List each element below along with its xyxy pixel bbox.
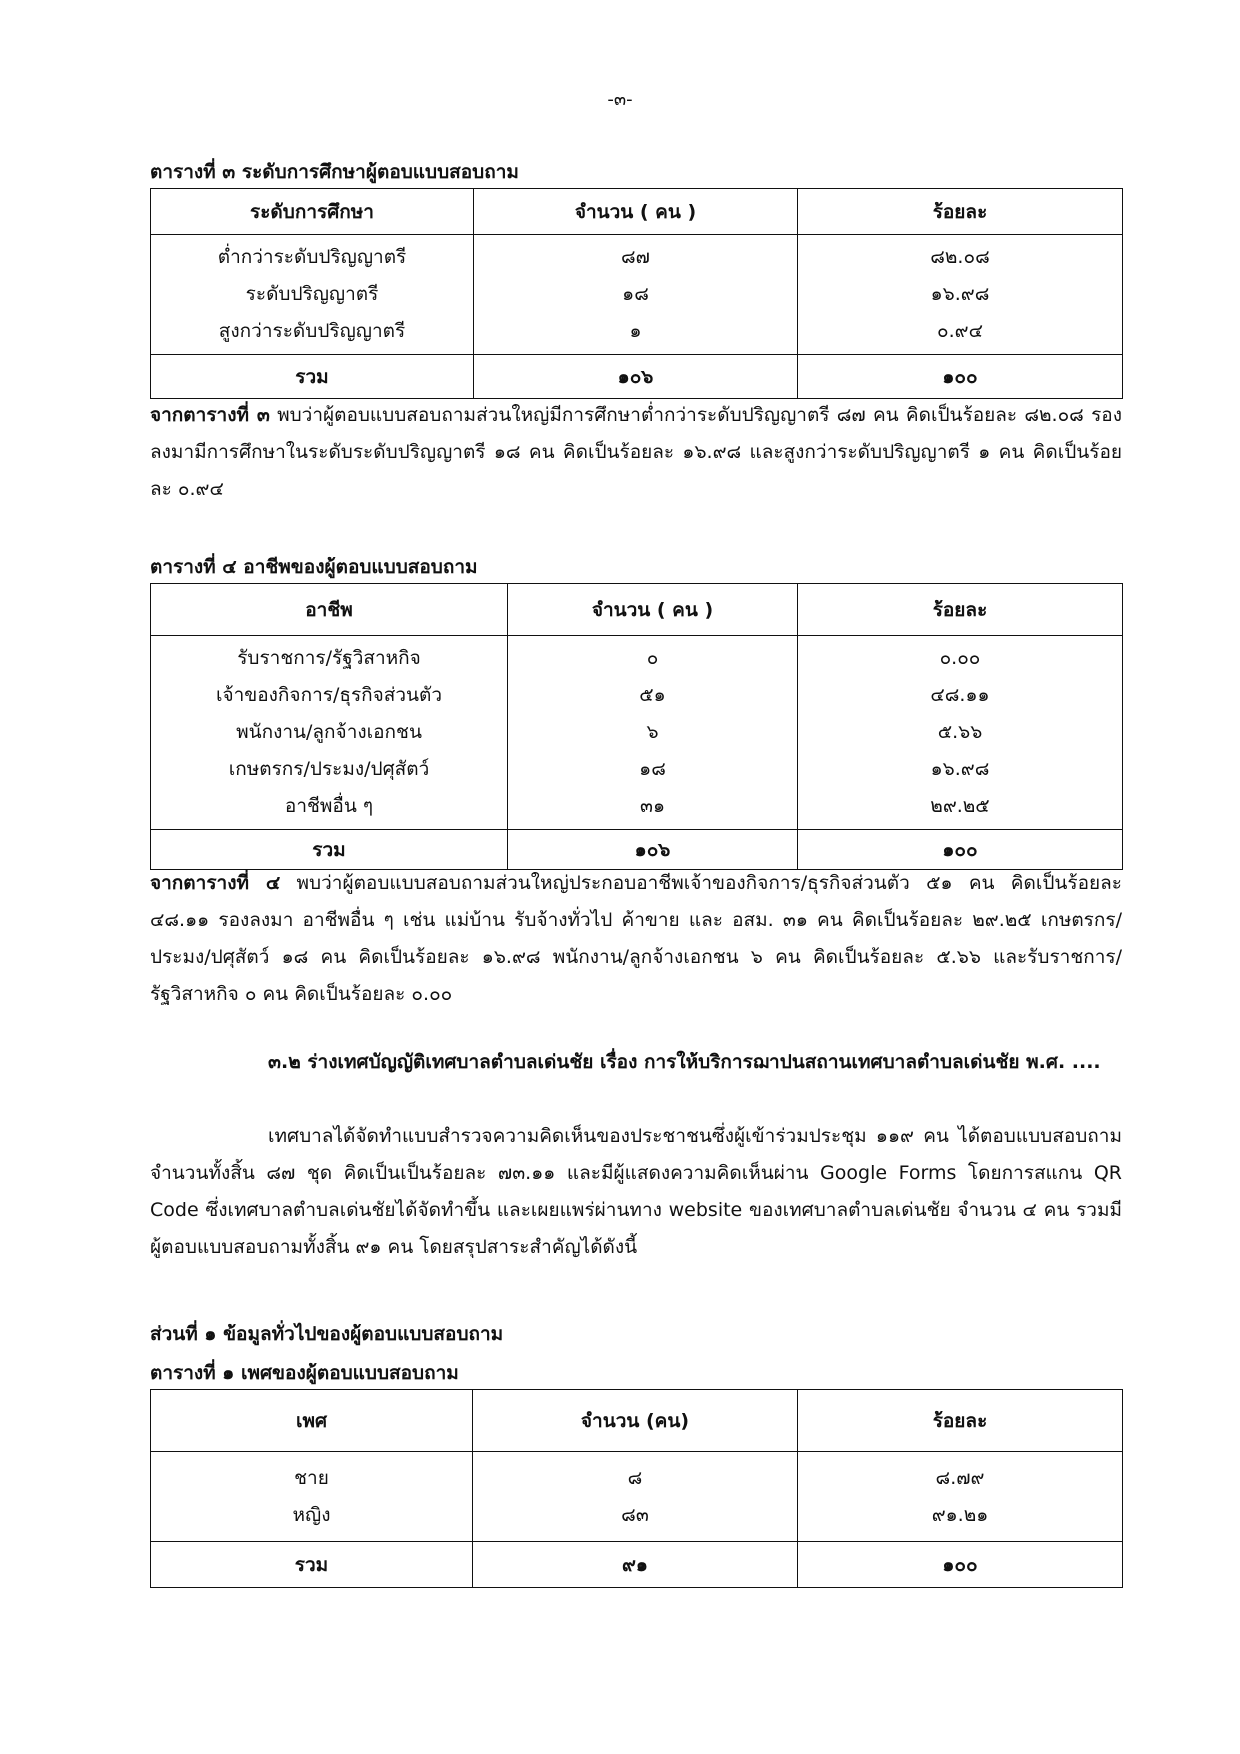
table-cell: เกษตรกร/ประมง/ปศุสัตว์ — [228, 758, 430, 780]
table-cell: ๐.๙๔ — [937, 320, 983, 342]
section-heading: ๓.๒ ร่างเทศบัญญัติเทศบาลตำบลเด่นชัย เรื่อง การให้บริการฌาปนสถานเทศบาลตำบลเด่นชัย พ.ศ. .... — [268, 1051, 1101, 1073]
total-percent: ๑๐๐ — [798, 830, 1123, 870]
section-body: เทศบาลได้จัดทำแบบสำรวจความคิดเห็นของประชาชนซึ่งผู้เข้าร่วมประชุม ๑๑๙ คน ได้ตอบแบบสอบถาม จำนวนทั้งสิ้น ๘๗ ชุด คิดเป็นเป็นร้อยละ ๗๓.๑๑ และมีผู้แสดงความคิดเห็นผ่าน Google Forms โดยการสแกน QR Code ซึ่งเทศบาลตำบลเด่นชัยได้จัดทำขึ้น และเผยแพร่ผ่านทาง website ของเทศบาลตำบลเด่นชัย จำนวน ๔ คน รวมมีผู้ตอบแบบสอบถามทั้งสิ้น ๙๑ คน โดยสรุปสาระสำคัญได้ดังนี้ — [150, 1125, 1122, 1258]
table-cell: ๕.๖๖ — [937, 721, 983, 743]
table-cell: ๑ — [629, 320, 642, 342]
education-level-cell — [151, 235, 474, 355]
table4-summary — [150, 865, 1122, 1013]
column-header: ร้อยละ — [798, 584, 1123, 636]
table-header-row — [151, 189, 1123, 235]
table-cell: ๘.๗๙ — [935, 1466, 985, 1489]
summary-lead: จากตารางที่ ๔ — [150, 872, 281, 894]
percent-cell — [798, 1452, 1123, 1542]
table1-caption: ตารางที่ ๑ เพศของผู้ตอบแบบสอบถาม — [150, 1362, 459, 1384]
summary-text: พบว่าผู้ตอบแบบสอบถามส่วนใหญ่มีการศึกษาต่ำกว่าระดับปริญญาตรี ๘๗ คน คิดเป็นร้อยละ ๘๒.๐๘ รองลงมามีการศึกษาในระดับระดับปริญญาตรี ๑๘ คน คิดเป็นร้อยละ ๑๖.๙๘ และสูงกว่าระดับปริญญาตรี ๑ คน คิดเป็นร้อยละ ๐.๙๔ — [150, 404, 1122, 500]
table3-caption: ตารางที่ ๓ ระดับการศึกษาผู้ตอบแบบสอบถาม — [150, 161, 519, 183]
table-cell: สูงกว่าระดับปริญญาตรี — [218, 320, 406, 342]
table-cell: ชาย — [294, 1466, 329, 1489]
total-label: รวม — [151, 830, 508, 870]
part1-heading: ส่วนที่ ๑ ข้อมูลทั่วไปของผู้ตอบแบบสอบถาม — [150, 1323, 504, 1345]
table-header-row — [151, 584, 1123, 636]
column-header: จำนวน (คน) — [473, 1390, 798, 1452]
table-cell: ๔๘.๑๑ — [930, 684, 990, 706]
table3-summary — [150, 397, 1122, 508]
table-cell: ๘๓ — [621, 1503, 649, 1526]
percent-cell — [798, 235, 1123, 355]
count-cell — [508, 636, 798, 830]
table-cell: ระดับปริญญาตรี — [245, 283, 379, 305]
occupation-cell — [151, 636, 508, 830]
table-cell: ๘ — [627, 1466, 643, 1489]
page-number: -๓- — [607, 89, 633, 110]
table-cell: เจ้าของกิจการ/ธุรกิจส่วนตัว — [215, 684, 443, 706]
table-cell: ๑๖.๙๘ — [930, 283, 990, 305]
column-header: จำนวน ( คน ) — [508, 584, 798, 636]
table-cell: ๒๙.๒๕ — [930, 795, 990, 817]
table-cell: ๘๗ — [621, 246, 650, 268]
summary-text: พบว่าผู้ตอบแบบสอบถามส่วนใหญ่ประกอบอาชีพเจ้าของกิจการ/ธุรกิจส่วนตัว ๕๑ คน คิดเป็นร้อยละ ๔๘.๑๑ รองลงมา อาชีพอื่น ๆ เช่น แม่บ้าน รับจ้างทั่วไป ค้าขาย และ อสม. ๓๑ คน คิดเป็นร้อยละ ๒๙.๒๕ เกษตรกร/ประมง/ปศุสัตว์ ๑๘ คน คิดเป็นร้อยละ ๑๖.๙๘ พนักงาน/ลูกจ้างเอกชน ๖ คน คิดเป็นร้อยละ ๕.๖๖ และรับราชการ/รัฐวิสาหกิจ ๐ คน คิดเป็นร้อยละ ๐.๐๐ — [150, 872, 1122, 1005]
percent-cell — [798, 636, 1123, 830]
column-header: จำนวน ( คน ) — [474, 189, 798, 235]
table-total-row — [151, 1542, 1123, 1588]
table-header-row — [151, 1390, 1123, 1452]
table-cell: ๑๘ — [639, 758, 666, 780]
summary-lead: จากตารางที่ ๓ — [150, 404, 270, 426]
table-cell: ๓๑ — [639, 795, 666, 817]
table-cell: ๑๖.๙๘ — [930, 758, 990, 780]
column-header: ร้อยละ — [798, 1390, 1123, 1452]
table-cell: ต่ำกว่าระดับปริญญาตรี — [217, 246, 407, 268]
count-cell — [473, 1452, 798, 1542]
table-cell: รับราชการ/รัฐวิสาหกิจ — [237, 647, 421, 669]
total-count: ๑๐๖ — [474, 355, 798, 399]
table-cell: อาชีพอื่น ๆ — [284, 795, 374, 817]
total-label: รวม — [151, 1542, 473, 1588]
table-cell: ๐.๐๐ — [939, 647, 981, 669]
occupation-table — [150, 583, 1123, 870]
education-table — [150, 188, 1123, 399]
table-cell: ๘๒.๐๘ — [930, 246, 990, 268]
column-header: เพศ — [151, 1390, 473, 1452]
count-cell — [474, 235, 798, 355]
table-cell: ๑๘ — [622, 283, 649, 305]
total-label: รวม — [151, 355, 474, 399]
table-cell: ๐ — [646, 647, 659, 669]
table-cell: หญิง — [292, 1503, 331, 1526]
gender-table — [150, 1389, 1123, 1588]
total-percent: ๑๐๐ — [798, 1542, 1123, 1588]
table4-caption: ตารางที่ ๔ อาชีพของผู้ตอบแบบสอบถาม — [150, 556, 478, 578]
table-cell: ๖ — [646, 721, 659, 743]
column-header: ร้อยละ — [798, 189, 1123, 235]
table-cell: ๕๑ — [639, 684, 666, 706]
table-total-row — [151, 830, 1123, 870]
total-percent: ๑๐๐ — [798, 355, 1123, 399]
total-count: ๙๑ — [473, 1542, 798, 1588]
table-body-row — [151, 235, 1123, 355]
table-body-row — [151, 1452, 1123, 1542]
table-body-row — [151, 636, 1123, 830]
table-cell: ๙๑.๒๑ — [931, 1503, 989, 1526]
gender-cell — [151, 1452, 473, 1542]
column-header: ระดับการศึกษา — [151, 189, 474, 235]
table-total-row — [151, 355, 1123, 399]
column-header: อาชีพ — [151, 584, 508, 636]
total-count: ๑๐๖ — [508, 830, 798, 870]
table-cell: พนักงาน/ลูกจ้างเอกชน — [236, 721, 422, 743]
